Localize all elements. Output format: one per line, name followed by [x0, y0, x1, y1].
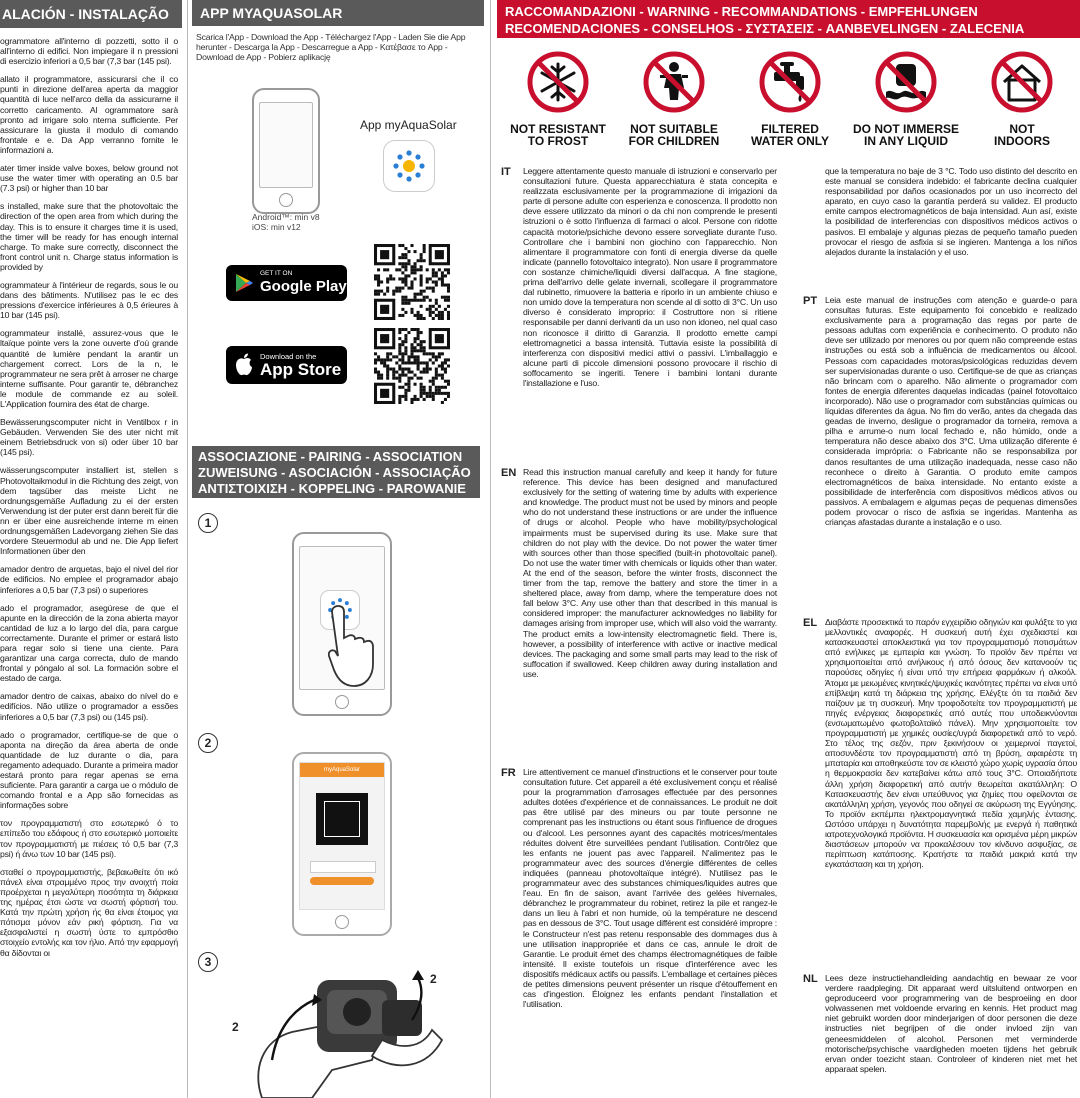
installation-paragraph: ater timer inside valve boxes, below ground not use the water timer with operating an 0.5 bar (7.3 psi) or higher than 10 bar — [0, 163, 178, 194]
app-store-qr-code[interactable] — [374, 328, 450, 404]
snowflake-prohibited-icon — [526, 50, 590, 114]
installation-paragraph: amador dentro de caixas, abaixo do nível do e edifícios. Não utilize o programador a essões inferiores a 0,5 bar (7,3 psi) ou (145 psi). — [0, 691, 178, 722]
warning-icon-item — [735, 50, 845, 147]
warning-text-fr: Lire attentivement ce manuel d'instructions et le conserver pour toute consultation future. Cet appareil a été exclusivement conçu et réalisé pour la programmation d'arrosages effectuée par des personnes adultes dotées d'expérience et de connaissances. Le produit ne doit pas être utilisé par des mineurs ou par toute personne ne comprenant pas les instructions ou étant sous l'influence de drogues ou d'alcool. Les personnes ayant des capacités motrices/mentales réduites doivent être surveillées pendant l'utilisation. Contrôlez que les enfants ne jouent pas avec l'appareil. N'alimentez pas le programmateur avec des sources d'énergie différentes de celles indiquées (panneau photovoltaïque intégré). N'utilisez pas le programmateur avec des substances chimiques/liquides autres que l'eau. En fin de saison, avant l'arrivée des gelées hivernales, débranchez le programmateur du robinet, retirez la pile et rangez-le dans un lieu à l'abri et non humide, où la température ne descend pas en dessous de 3°C. Tout usage différent est considéré impropre : le Constructeur n'est pas retenu responsable des dommages dus à une utilisation inappropriée et dans ce cas, annule le droit de Garantie. Le produit émet des champs électromagnétiques de faible intensité. Il existe toutefois un risque d'interférence avec les dispositifs médicaux actifs ou passifs. L'emballage et certaines pièces de petites dimensions peuvent présenter un risque d'étouffement en cas d'ingestion. Éloignez les enfants pendant l'installation et l'utilisation. — [523, 767, 778, 1010]
installation-paragraph: s installed, make sure that the photovoltaic the direction of the open area from which during the day. This is to ensure it charges time it is used, the timer will be ready for has enough internal charge. To make sure correctly, disconnect the front control unit n. Charge status information is provided by — [0, 201, 178, 272]
warning-icon-item — [619, 50, 729, 147]
step-number: 2 — [198, 733, 218, 753]
installation-paragraph: allato il programmatore, assicurarsi che il co punti in direzione dell'area aperta da maggior quantità di luce nell'arco della da assicurarne il corretto caricamento. Al ogrammatore sarà pronto ad irrigare solo nterna sufficiente. Per assicurare la giusta il modulo di comando frontale e e. Da App verranno fornite le informazioni a. — [0, 74, 178, 155]
qr-scan-window — [316, 793, 368, 845]
download-subtitle: Scarica l'App - Download the App - Téléchargez l'App - Laden Sie die App herunter - Descarga la App - Descarregue a App - Κατέβασε το App - Download de App - Pobierz aplikację — [196, 32, 466, 62]
warnings-header: RACCOMANDAZIONI - WARNING - RECOMMANDATIONS - EMPFEHLUNGEN RECOMENDACIONES - CONSELHOS - ΣΥΣΤΑΣΕΙΣ - AANBEVELINGEN - ZALECENIA — [497, 0, 1080, 38]
warning-icons — [497, 50, 1080, 150]
installation-paragraph: wässerungscomputer installiert ist, stellen s Photovoltaikmodul in die Richtung des zeigt, von dem tagsüber das meiste Licht ne ordnungsgemäße Aufladung zu ei der ersten Verwendung ist der puter erst dann bereit für die nn er über eine ausreichende interne m einen ordnungsgemäßen Ladevorgang ziehen Sie das vordere Steuermodul ab und ne. Die App liefert Informationen über den — [0, 465, 178, 557]
installation-paragraph: Bewässerungscomputer nicht in Ventilbox r in Gebäuden. Verwenden Sie des uter nicht mit einem Betriebsdruck von si) oder über 10 bar (145 psi). — [0, 417, 178, 458]
arrow-label: 2 — [430, 972, 437, 986]
warning-icon-item — [967, 50, 1077, 147]
column-divider — [187, 0, 188, 1098]
installation-paragraph: ogrammateur installé, assurez-vous que le ltaïque pointe vers la zone ouverte d'où grande quantité de lumière pendant la arantir un chargement correct. Lors de la n, le programmateur ne sera prêt à arroser ne charge interne suffisante. Pour garantir te, débranchez le module de commande ez au soleil. L'Application fournira des état de charge. — [0, 328, 178, 409]
installation-paragraph: ado el programador, asegúrese de que el apunte en la dirección de la zona abierta mayor cantidad de luz a lo largo del día, para cargue correctamente. Durante el primer or estará listo para regar solo si tiene una ciente. Para garantizar una carga correcta, dulo de mando frontal y póngalo al sol. La formación sobre el estado de carga. — [0, 602, 178, 684]
step1-phone — [292, 532, 392, 716]
step-number: 3 — [198, 952, 218, 972]
no-immerse-icon — [874, 50, 938, 114]
apple-icon — [234, 353, 254, 377]
column-divider — [490, 0, 491, 1098]
arrow-label: 2 — [232, 1020, 239, 1034]
phone-illustration — [252, 88, 320, 214]
pairing-header: ASSOCIAZIONE - PAIRING - ASSOCIATION ZUWEISUNG - ASOCIACIÓN - ASSOCIAÇÃO ΑΝΤΙΣΤΟΙΧΙΣΗ - KOPPELING - PAROWANIE — [192, 446, 480, 498]
installation-paragraph: τον προγραμματιστή στο εσωτερικό ό το επίπεδο του εδάφους ή στο εσωτερικό μοποιείτε τον προγραμματιστή με πιέσεις τό 0,5 bar (7,3 psi) ή άνω των 10 bar (145 psi). — [0, 818, 178, 859]
ios-requirement: iOS: min v12 — [252, 222, 301, 232]
language-code: NL — [803, 973, 818, 985]
android-requirement: Android™: min v8 — [252, 212, 320, 222]
google-play-qr-code[interactable] — [374, 244, 450, 320]
warning-icon-item — [851, 50, 961, 147]
code-input[interactable] — [310, 861, 376, 873]
installation-text — [0, 36, 182, 958]
app-store-badge[interactable]: Download on the App Store — [226, 346, 347, 384]
warning-text-pt: Leia este manual de instruções com atenção e guarde-o para consultas futuras. Este equipamento foi concebido e realizado exclusivamente para a programação das regas por parte de pessoas adultas com experiência e conhecimento. O produto não deve ser utilizado por menores ou por quem não compreende estas instruções ou está sob a influência de medicamentos ou álcool. Pessoas com capacidades motoras/psicológicas reduzidas devem ser supervisionadas durante o uso. Certifique-se de que as crianças não brincam com o aparelho. Não alimente o programador com fontes de energia diferentes daquelas indicadas (painel fotovoltaico incorporado). Não use o programador com substâncias químicas ou líquidas diferentes da água. No fim do verão, antes da chegada das geadas de inverno, desligue o programador da torneira, remova a pilha e arrume-o num local fechado e, não húmido, onde a temperatura não desce abaixo dos 3°C. Uma utilização diferente é considerada imprópria: o Fabricante não se responsabiliza por danos resultantes de uma utilização inadequada, nesse caso não reconhece o direito à Garantia. O produto emite campos electromagnéticos de baixa intensidade. No entanto existe a possibilidade de interferência com dispositivos médicos ativos ou passivos. A embalagem e algumas peças de pequenas dimensões podem provocar o risco de asfixia se ingeridas. Mantenha as crianças afastadas durante a instalação e o uso. — [825, 295, 1077, 528]
google-play-badge[interactable]: GET IT ON Google Play — [226, 265, 347, 301]
warning-caption: NOT SUITABLE FOR CHILDREN — [628, 122, 720, 148]
installation-column — [0, 0, 182, 1098]
confirm-button[interactable] — [310, 877, 374, 885]
step2-phone — [292, 752, 392, 936]
installation-header: ALACIÓN - INSTALAÇÃO — [0, 0, 182, 28]
warning-caption: DO NOT IMMERSE IN ANY LIQUID — [852, 122, 959, 148]
language-code: IT — [501, 166, 511, 178]
warning-caption: NOT RESISTANT TO FROST — [510, 122, 606, 148]
step-number: 1 — [198, 513, 218, 533]
app-label: App myAquaSolar — [360, 118, 457, 132]
app-column — [192, 0, 484, 1098]
tap-hand-icon — [328, 604, 382, 688]
language-code: EN — [501, 467, 517, 479]
app-title-bar: myAquaSolar — [300, 763, 384, 777]
google-play-icon — [234, 273, 254, 293]
language-code: FR — [501, 767, 516, 779]
warning-text-it: Leggere attentamente questo manuale di istruzioni e conservarlo per consultazioni future. Questa apparecchiatura è stata concepita e realizzata esclusivamente per la programmazione di irrigazioni da parte di persone adulte con esperienza e conoscenza. Il prodotto non deve essere utilizzato da minori o da chi non comprende le presenti istruzioni o è sotto l'influenza di farmaci o alcol. Persone con ridotte capacità motorie/psichiche devono essere sorvegliate durante l'uso. Controllare che i bambini non giochino con l'apparecchio. Non alimentare il programmatore con fonti di energia diverse da quelle indicate (pannello fotovoltaico integrato). Non usare il programmatore con sostanze chimiche/liquidi diversi dall'acqua. A fine stagione, prima dell'arrivo delle gelate invernali, scollegare il programmatore dal rubinetto, rimuovere la batteria e riporlo in un ambiente chiuso e non umido dove la temperatura non scende al di sotto di 3°C. Un uso diverso è considerato improprio: il Costruttore non si ritiene responsabile per danni derivanti da un uso non idoneo, nel qual caso non riconosce il diritto di Garanzia. Il prodotto emette campi elettromagnetici a bassa intensità. Tuttavia esiste la possibilità di interferenza con dispositivi medici attivi o passivi. L'imballaggio e alcune parti di piccole dimensioni possono provocare il rischio di soffocamento se ingeriti. Tenere i bambini lontani durante l'installazione e l'uso. — [523, 166, 777, 388]
warning-text-es: que la temperatura no baje de 3 °C. Todo uso distinto del descrito en este manual se considera indebido: el fabricante declina cualquier responsabilidad por daños ocasionados por un uso incorrecto del aparato, en cuyo caso la garantía perderá su validez. El producto emite campos electromagnéticos de baja intensidad. Aun así, existe la posibilidad de interferencias con dispositivos médicos activos o pasivos. El embalaje y algunas piezas de pequeño tamaño pueden provocar el riesgo de asfixia si se ingieren. Mantenga a los niños alejados durante la instalación y el uso. — [825, 166, 1077, 257]
warning-caption: FILTERED WATER ONLY — [750, 122, 829, 148]
child-prohibited-icon — [642, 50, 706, 114]
installation-paragraph: amador dentro de arquetas, bajo el nivel del rior de edificios. No emplee el programador abajo inferiores a 0,5 bar (7,3 psi) o superiores — [0, 564, 178, 595]
installation-paragraph: σταθεί ο προγραμματιστής, βεβαιωθείτε ότι ικό πάνελ είναι στραμμένο προς την ανοιχτή ποία προέρχεται η μεγαλύτερη ποσότητα τη διάρκεια της ημέρας έτσι ώστε να σωστή φόρτισή του. Κατά την πρώτη χρήση ής θα είναι έτοιμος για πότισμα μόνον εάν ρική φόρτιση. Για να εξασφαλιστεί η σωστή ύστε το εμπρόσθιο στοιχείο εντολής και τον ήλιο. Από την εφαρμογή θα δίδονται οι — [0, 866, 178, 958]
installation-paragraph: ogrammatore all'interno di pozzetti, sotto il o all'interno di edifici. Non impiegare il n pressioni di esercizio inferiori a 0,5 bar (7,3 bar (145 psi). — [0, 36, 178, 67]
tap-water-icon — [758, 50, 822, 114]
no-indoors-icon — [990, 50, 1054, 114]
warning-text-en: Read this instruction manual carefully and keep it handy for future reference. This device has been designed and manufactured exclusively for the setting of watering time by adults with experience and knowledge. The product must not be used by minors and people who do not understand these instructions or are under the influence of drugs or alcohol. People who have mobility/psychological impairments must be supervised during its use. Make sure that children do not play with the device. Do not power the water timer with sources other than those specified (built-in photovoltaic panel). Do not use the water timer with chemicals or liquids other than water. At the end of the season, before the winter frosts, disconnect the timer from the tap, remove the battery and store the timer in a sheltered place, away from damp, where the temperature does not fall below 3°C. Any use other than that described in this manual is considered improper: the manufacturer acknowledges no liability for damages arising from improper use, which will also void the warranty. The product emits a low-intensity electromagnetic field. There is, however, a possibility of interference with active or inactive medical devices. The packaging and some small parts may lead to the risk of suffocation if swallowed. Keep children away during installation and use. — [523, 467, 777, 679]
language-code: EL — [803, 617, 818, 629]
app-header: APP MYAQUASOLAR — [192, 0, 484, 26]
app-icon[interactable] — [383, 140, 435, 192]
language-code: PT — [803, 295, 818, 307]
installation-paragraph: ogrammateur à l'intérieur de regards, sous le ou dans des bâtiments. N'utilisez pas le ec des pressions d'exercice inférieures à 0,5 érieures à 10 bar (145 psi). — [0, 279, 178, 321]
installation-paragraph: ado o programador, certifique-se de que o aponta na direção da área aberta de onde quantidade de luz durante o dia, para regamento adequado. Durante a primeira mador estará pronto para regar apenas se erna suficiente. Para garantir a carga ue o módulo de comando frontal e a App são fornecidas as informações sobre — [0, 729, 178, 811]
warnings-column — [497, 0, 1080, 1098]
warning-caption: NOT INDOORS — [993, 122, 1050, 148]
warning-text-el: Διαβάστε προσεκτικά το παρόν εγχειρίδιο οδηγιών και φυλάξτε το για μελλοντικές αναφορές. Η συσκευή αυτή έχει σχεδιαστεί και κατασκευαστεί αποκλειστικά για τον προγραμματισμό ποτισμάτων από ενήλικες με εμπειρία και γνώση. Το προϊόν δεν πρέπει να χρησιμοποιείται από ανήλικους ή από όσους δεν κατανοούν τις παρούσες οδηγίες ή είναι υπό την επήρεια φαρμάκων ή αλκοόλ. Άτομα με μειωμένες κινητικές/ψυχικές ικανότητες πρέπει να είναι υπό επίβλεψη κατά τη διάρκεια της χρήσης. Ελέγξτε ότι τα παιδιά δεν παίζουν με τη συσκευή. Μην τροφοδοτείτε τον προγραμματιστή με πηγές ενέργειας διαφορετικές από αυτές που υποδεικνύονται (ενσωματωμένο φωτοβολταϊκό πάνελ). Μην χρησιμοποιείτε τον προγραμματιστή με χημικές ουσίες/υγρά διαφορετικά από το νερό. Στο τέλος της σεζόν, πριν ξεκινήσουν οι χειμερινοί παγετοί, αποσυνδέστε τον προγραμματιστή από τη βρύση, αφαιρέστε τη μπαταρία και αποθηκεύστε τον σε κλειστό χώρο χωρίς υγρασία όπου η θερμοκρασία δεν κατεβαίνει κάτω από τους 3°C. Οποιαδήποτε άλλη χρήση διαφορετική από αυτήν θεωρείται ακατάλληλη: Ο Κατασκευαστής δεν είναι υπεύθυνος για ζημίες που οφείλονται σε ακατάλληλη χρήση, γεγονός που οδηγεί σε ακύρωση της Εγγύησης. Το προϊόν εκπέμπει ηλεκτρομαγνητικά πεδία χαμηλής έντασης. Ωστόσο υπάρχει η δυνατότητα παρεμβολής με ενεργά ή παθητικά ιατροτεχνολογικά προϊόντα. Η συσκευασία και ορισμένα μέρη μικρών διαστάσεων μπορούν να προκαλέσουν τον κίνδυνο ασφυξίας, σε περίπτωση κατάποσης. Κρατήστε τα παιδιά μακριά κατά την εγκατάσταση και τη χρήση. — [825, 617, 1077, 870]
warning-icon-item — [503, 50, 613, 147]
sun-icon — [384, 141, 434, 191]
warning-text-nl: Lees deze instructiehandleiding aandachtig en bewaar ze voor verdere raadpleging. Dit apparaat werd uitsluitend ontworpen en geproduceerd voor programmering van de besproeiing en door volwassenen met voldoende ervaring en kennis. Het product mag niet gebruikt worden door minderjarigen of door personen die deze instructies niet begrijpen of die onder invloed zijn van geneesmiddelen of alcohol. Personen met verminderde motorische/psychische vaardigheden moeten tijdens het gebruik ervan onder toezicht staan. Controleer of kinderen niet met het apparaat spelen. — [825, 973, 1077, 1074]
